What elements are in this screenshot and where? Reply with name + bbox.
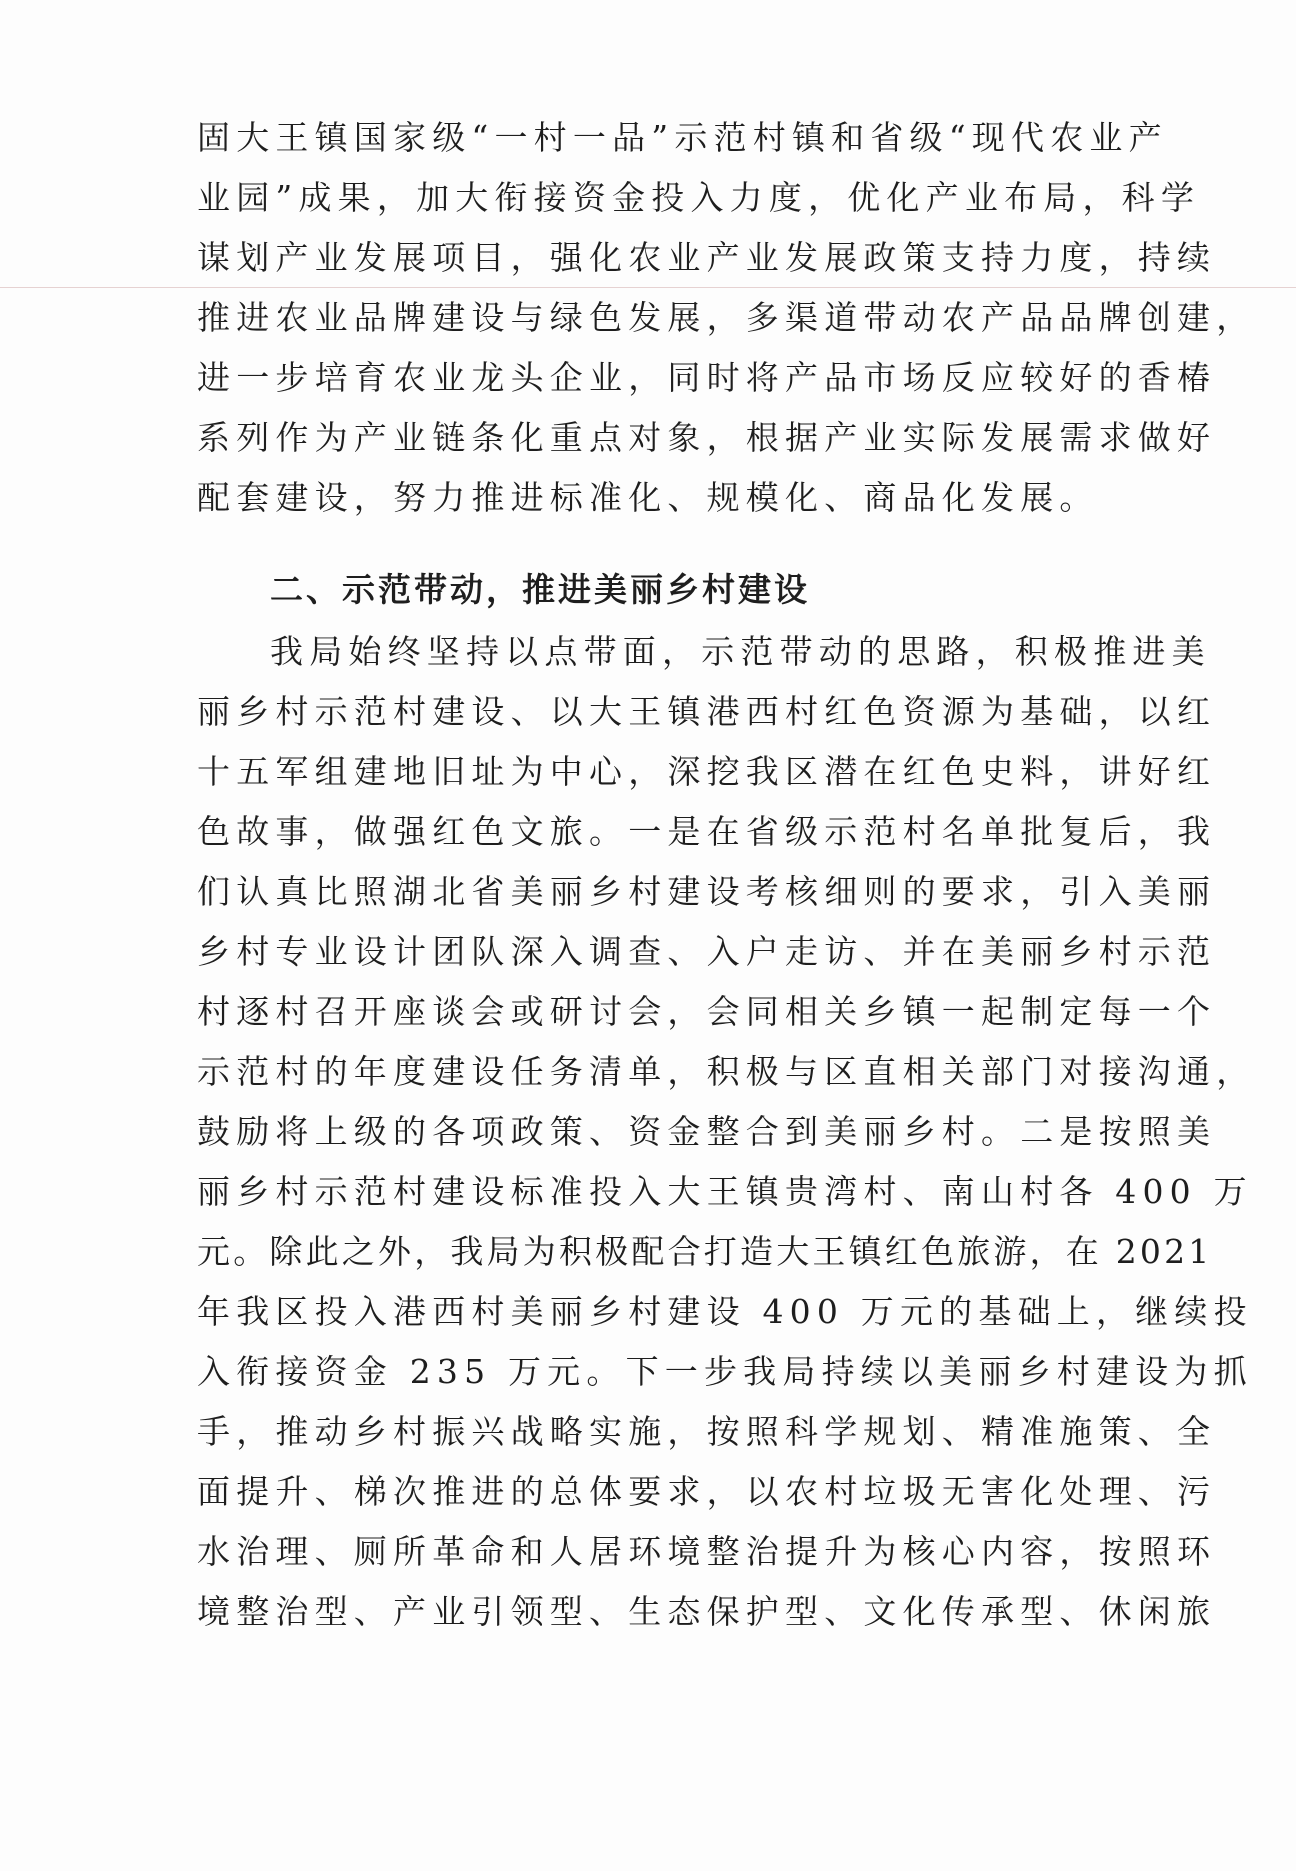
text-line: 配套建设，努力推进标准化、规模化、商品化发展。: [197, 478, 1099, 517]
text-line: 丽乡村示范村建设、以大王镇港西村红色资源为基础，以红: [197, 692, 1217, 731]
text-line: 乡村专业设计团队深入调查、入户走访、并在美丽乡村示范: [197, 932, 1217, 971]
text-line: 示范村的年度建设任务清单，积极与区直相关部门对接沟通，: [197, 1052, 1256, 1091]
text-line: 色故事，做强红色文旅。一是在省级示范村名单批复后，我: [197, 812, 1217, 851]
text-line: 年我区投入港西村美丽乡村建设 400 万元的基础上，继续投: [197, 1292, 1253, 1331]
text-line: 我局始终坚持以点带面，示范带动的思路，积极推进美: [270, 632, 1211, 671]
text-line: 推进农业品牌建设与绿色发展，多渠道带动农产品品牌创建，: [197, 298, 1256, 337]
text-line: 进一步培育农业龙头企业，同时将产品市场反应较好的香椿: [197, 358, 1217, 397]
text-line: 手，推动乡村振兴战略实施，按照科学规划、精准施策、全: [197, 1412, 1217, 1451]
text-line: 境整治型、产业引领型、生态保护型、文化传承型、休闲旅: [197, 1592, 1217, 1631]
text-line: 鼓励将上级的各项政策、资金整合到美丽乡村。二是按照美: [197, 1112, 1217, 1151]
scan-artifact-line: [0, 287, 1296, 288]
text-line: 面提升、梯次推进的总体要求，以农村垃圾无害化处理、污: [197, 1472, 1217, 1511]
text-line: 水治理、厕所革命和人居环境整治提升为核心内容，按照环: [197, 1532, 1217, 1571]
text-line: 元。除此之外，我局为积极配合打造大王镇红色旅游，在 2021: [197, 1232, 1213, 1271]
text-line: 丽乡村示范村建设标准投入大王镇贵湾村、南山村各 400 万: [197, 1172, 1253, 1211]
text-line: 业园”成果，加大衔接资金投入力度，优化产业布局，科学: [197, 178, 1201, 217]
section-heading: 二、示范带动，推进美丽乡村建设: [270, 570, 810, 609]
text-line: 入衔接资金 235 万元。下一步我局持续以美丽乡村建设为抓: [197, 1352, 1253, 1391]
text-line: 系列作为产业链条化重点对象，根据产业实际发展需求做好: [197, 418, 1217, 457]
text-line: 村逐村召开座谈会或研讨会，会同相关乡镇一起制定每一个: [197, 992, 1217, 1031]
text-line: 们认真比照湖北省美丽乡村建设考核细则的要求，引入美丽: [197, 872, 1217, 911]
text-line: 十五军组建地旧址为中心，深挖我区潜在红色史料，讲好红: [197, 752, 1217, 791]
text-line: 固大王镇国家级“一村一品”示范村镇和省级“现代农业产: [197, 118, 1168, 157]
text-line: 谋划产业发展项目，强化农业产业发展政策支持力度，持续: [197, 238, 1217, 277]
